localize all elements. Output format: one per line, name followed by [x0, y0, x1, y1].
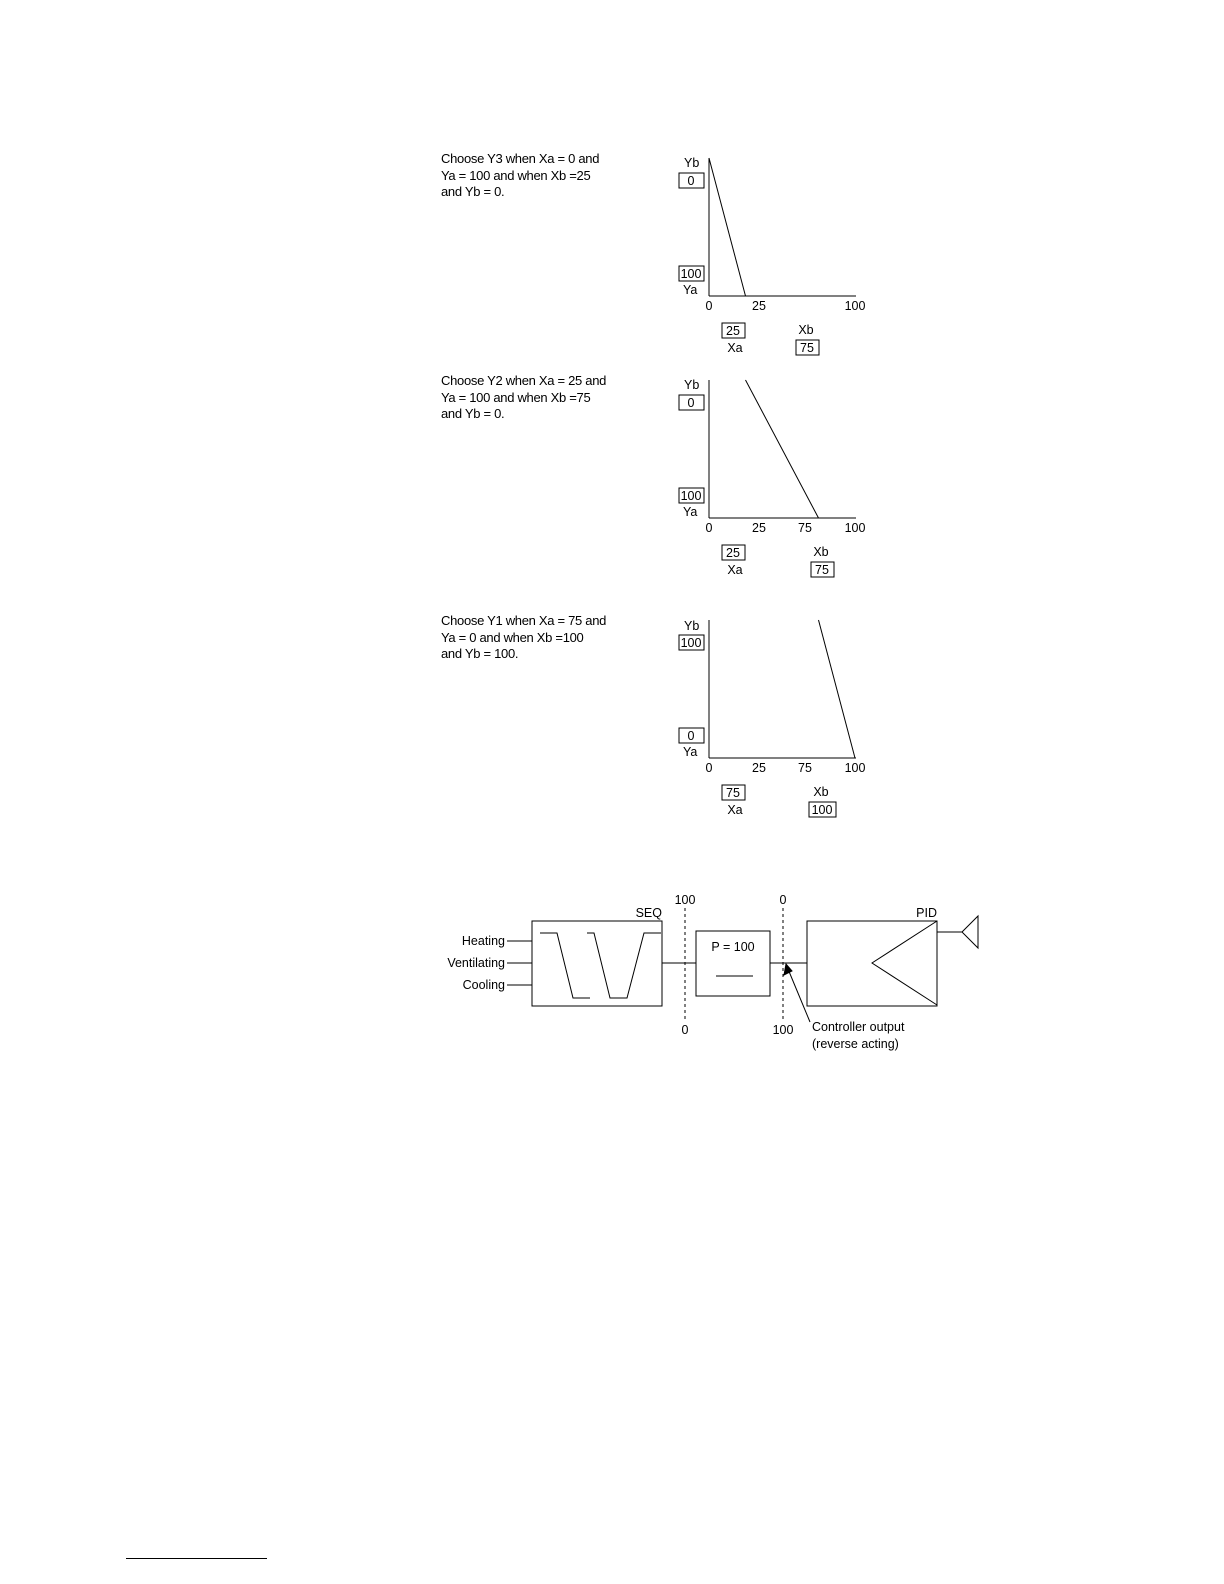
x-tick: 0	[705, 761, 713, 775]
block-diagram-labels	[447, 893, 937, 1051]
x-tick: 75	[798, 521, 812, 535]
yb-value: 0	[687, 174, 695, 188]
graph-3-labels	[681, 619, 866, 817]
ya-label: Ya	[683, 745, 698, 759]
x-tick: 100	[844, 299, 866, 313]
sequence-line	[746, 380, 819, 518]
xa-label: Xa	[727, 803, 743, 817]
input-label-ventilating: Ventilating	[447, 956, 505, 970]
ya-label: Ya	[683, 505, 698, 519]
caption-line: Ya = 100 and when Xb =75	[441, 389, 591, 405]
pid-label: PID	[916, 906, 937, 920]
input-label-heating: Heating	[461, 934, 505, 948]
yb-label: Yb	[684, 156, 700, 170]
seq-label: SEQ	[635, 906, 662, 920]
xa-label: Xa	[727, 563, 743, 577]
x-tick: 25	[752, 299, 766, 313]
ya-value: 100	[680, 489, 702, 503]
footnote-rule	[126, 1558, 267, 1559]
divider-2-bottom-label: 100	[772, 1023, 794, 1037]
ya-value: 0	[687, 729, 695, 743]
xb-value: 75	[815, 563, 829, 577]
xb-label: Xb	[813, 785, 829, 799]
xa-label: Xa	[727, 341, 743, 355]
x-tick: 0	[705, 521, 713, 535]
divider-1-bottom-label: 0	[681, 1023, 689, 1037]
actuator-icon	[962, 916, 978, 948]
yb-label: Yb	[684, 378, 700, 392]
caption-line: Choose Y1 when Xa = 75 and	[441, 613, 607, 628]
output-arrow-icon	[784, 964, 792, 975]
graph-1-labels	[681, 156, 866, 355]
xa-value: 25	[726, 546, 740, 560]
yb-value: 100	[680, 636, 702, 650]
block-diagram	[507, 908, 978, 1022]
x-tick: 100	[844, 521, 866, 535]
seq-cooling-curve	[587, 933, 661, 998]
caption-line: Ya = 0 and when Xb =100	[441, 629, 584, 645]
caption-line: and Yb = 0.	[441, 406, 505, 421]
x-tick: 75	[798, 761, 812, 775]
p-block-label: P = 100	[711, 940, 755, 954]
graph-2-labels	[681, 378, 866, 577]
input-label-cooling: Cooling	[462, 978, 505, 992]
caption-line: Ya = 100 and when Xb =25	[441, 167, 591, 183]
x-tick: 100	[844, 761, 866, 775]
caption-line: Choose Y3 when Xa = 0 and	[441, 151, 600, 166]
xa-value: 75	[726, 786, 740, 800]
x-tick: 0	[705, 299, 713, 313]
x-tick: 25	[752, 761, 766, 775]
ya-value: 100	[680, 267, 702, 281]
xa-value: 25	[726, 324, 740, 338]
seq-block	[532, 921, 662, 1006]
output-note-line-2: (reverse acting)	[812, 1037, 899, 1051]
output-note-line-1: Controller output	[812, 1020, 905, 1034]
x-tick: 25	[752, 521, 766, 535]
graph-2	[679, 380, 856, 577]
sequence-line	[819, 620, 856, 758]
graph-1	[679, 158, 856, 355]
caption-line: Choose Y2 when Xa = 25 and	[441, 373, 607, 388]
yb-value: 0	[687, 396, 695, 410]
xb-value: 75	[800, 341, 814, 355]
pid-amplifier-symbol	[872, 921, 937, 1005]
divider-1-top-label: 100	[674, 893, 696, 907]
ya-label: Ya	[683, 283, 698, 297]
sequence-line	[709, 158, 746, 296]
xb-value: 100	[811, 803, 833, 817]
yb-label: Yb	[684, 619, 700, 633]
seq-heating-curve	[540, 933, 590, 998]
xb-label: Xb	[798, 323, 814, 337]
divider-2-top-label: 0	[779, 893, 787, 907]
caption-line: and Yb = 100.	[441, 646, 519, 661]
caption-line: and Yb = 0.	[441, 184, 505, 199]
xb-label: Xb	[813, 545, 829, 559]
graph-3	[679, 620, 856, 817]
